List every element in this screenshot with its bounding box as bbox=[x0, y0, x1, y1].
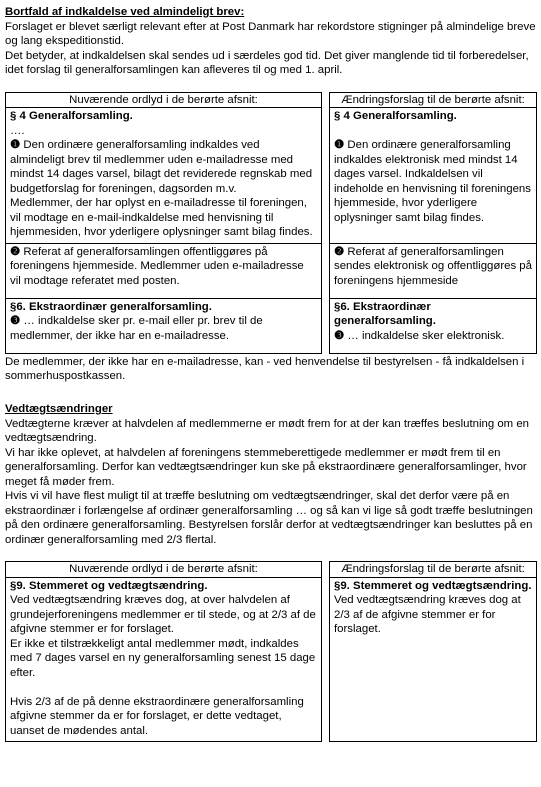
table2-row1-current bbox=[6, 577, 322, 742]
table-row bbox=[6, 577, 537, 742]
table1-row1-proposal bbox=[330, 108, 537, 244]
statutes-paragraph-2: Vi har ikke oplevet, at halvdelen af foreningens stemmeberettigede medlemmer er mødt frem til en generalforsamling. Derfor kan vedtægtsændringer kun ske på ekstraordinære generalforsamlinger, hvor meget få møder frem. bbox=[5, 446, 527, 488]
section-heading-letter: Bortfald af indkaldelse ved almindeligt brev: bbox=[5, 6, 245, 18]
paragraph-text: Referat af generalforsamlingen offentliggøres på foreningens hjemmeside. Medlemmer uden e-mailadresse vil modtage referatet med posten. bbox=[10, 245, 304, 287]
table1-row3-proposal bbox=[330, 298, 537, 353]
table-row bbox=[6, 108, 537, 244]
number-1-icon: ❶ bbox=[334, 139, 345, 151]
table1-header-current: Nuværende ordlyd i de berørte afsnit: bbox=[6, 92, 322, 108]
paragraph-text: Ved vedtægtsændring kræves dog at 2/3 af de afgivne stemmer er for forslaget. bbox=[334, 594, 521, 635]
table1-row1-current bbox=[6, 108, 322, 244]
table1-row2-proposal bbox=[330, 243, 537, 298]
table2-header-current: Nuværende ordlyd i de berørte afsnit: bbox=[6, 562, 322, 578]
table-row bbox=[6, 243, 537, 298]
paragraph-text: … indkaldelse sker elektronisk. bbox=[347, 329, 505, 342]
statutes-paragraph-1: Vedtægterne kræver at halvdelen af medlemmerne er mødt frem for at der kan træffes beslutning om en vedtægtsændring. bbox=[5, 417, 530, 444]
note-paragraph: De medlemmer, der ikke har en e-mailadresse, kan - ved henvendelse til bestyrelsen - få indkaldelsen i sommerhuspostkassen. bbox=[5, 355, 525, 382]
intro-paragraph-1: Forslaget er blevet særligt relevant efter at Post Danmark har rekordstore stigninger på almindelige breve og lang ekspeditionstid. bbox=[5, 20, 536, 47]
paragraph-text: Medlemmer, der har oplyst en e-mailadresse til foreningen, vil modtage en e-mail-indkaldelse med henvisning til hjemmesiden, hvor yderligere oplysninger samt bilag findes. bbox=[10, 197, 313, 238]
paragraph-title: §9. Stemmeret og vedtægtsændring. bbox=[10, 579, 208, 592]
document-page bbox=[5, 5, 536, 742]
paragraph-text: Den ordinære generalforsamling indkaldes elektronisk med mindst 14 dages varsel. Indkaldelsen vil indeholde en henvisning til foreningens hjemmeside, hvor yderligere oplysninger samt bilag findes. bbox=[334, 139, 531, 224]
intro-paragraph-2: Det betyder, at indkaldelsen skal sendes ud i særdeles god tid. Det giver manglende tid til forberedelser, idet forslag til generalforsamlingen kan afleveres til og med 1. april. bbox=[5, 49, 529, 76]
table1-header-proposal: Ændringsforslag til de berørte afsnit: bbox=[330, 92, 537, 108]
paragraph-title: §6. Ekstraordinær generalforsamling. bbox=[334, 300, 436, 327]
paragraph-title: §6. Ekstraordinær generalforsamling. bbox=[10, 300, 212, 313]
paragraph-title: § 4 Generalforsamling. bbox=[10, 110, 133, 122]
table2-header-proposal: Ændringsforslag til de berørte afsnit: bbox=[330, 562, 537, 578]
statutes-paragraph-3: Hvis vi vil have flest muligt til at træffe beslutning om vedtægtsændringer, skal det derfor være på en ekstraordinær i forlængelse af ordinær generalforsamling … og så kan vi lige så godt træffe beslutningen på den ordinære generalforsamling. Bestyrelsen forslår derfor at vedtægtsændringer kan besluttes på en ordinær generalforsamling med 2/3 flertal. bbox=[5, 490, 533, 546]
number-1-icon: ❶ bbox=[10, 139, 21, 151]
paragraph-title: § 4 Generalforsamling. bbox=[334, 110, 457, 122]
paragraph-text: Den ordinære generalforsamling indkaldes ved almindeligt brev til medlemmer uden e-mailadresse med mindst 14 dages varsel, bilagt det reviderede regnskab med budgetforslag for foreningen, dagsorden m.v. bbox=[10, 139, 313, 195]
comparison-table-2 bbox=[5, 561, 537, 742]
table2-row1-proposal bbox=[330, 577, 537, 742]
number-2-icon: ❷ bbox=[334, 245, 345, 258]
paragraph-text: … indkaldelse sker pr. e-mail eller pr. brev til de medlemmer, der ikke har en e-mailadresse. bbox=[10, 315, 263, 342]
number-2-icon: ❷ bbox=[10, 245, 21, 258]
paragraph-text: Ved vedtægtsændring kræves dog, at over halvdelen af grundejerforeningens medlemmer er til stede, og at 2/3 af de afgivne stemmer er for forslaget. bbox=[10, 594, 316, 635]
paragraph-text: Hvis 2/3 af de på denne ekstraordinære generalforsamling afgivne stemmer da er for forslaget, er dette vedtaget, uanset de mødendes antal. bbox=[10, 695, 304, 737]
table-row bbox=[6, 298, 537, 353]
paragraph-text: Referat af generalforsamlingen sendes elektronisk og offentliggøres på foreningens hjemmeside bbox=[334, 245, 532, 287]
number-3-icon: ❸ bbox=[10, 315, 21, 327]
number-3-icon: ❸ bbox=[334, 329, 345, 342]
section-heading-statutes: Vedtægtsændringer bbox=[5, 403, 113, 415]
table1-row3-current bbox=[6, 298, 322, 353]
table1-row2-current bbox=[6, 243, 322, 298]
ellipsis: …. bbox=[10, 124, 25, 137]
paragraph-title: §9. Stemmeret og vedtægtsændring. bbox=[334, 579, 532, 592]
comparison-table-1 bbox=[5, 92, 537, 354]
paragraph-text: Er ikke et tilstrækkeligt antal medlemmer mødt, indkaldes med 7 dages varsel en ny generalforsamling senest 15 dage efter. bbox=[10, 637, 316, 679]
